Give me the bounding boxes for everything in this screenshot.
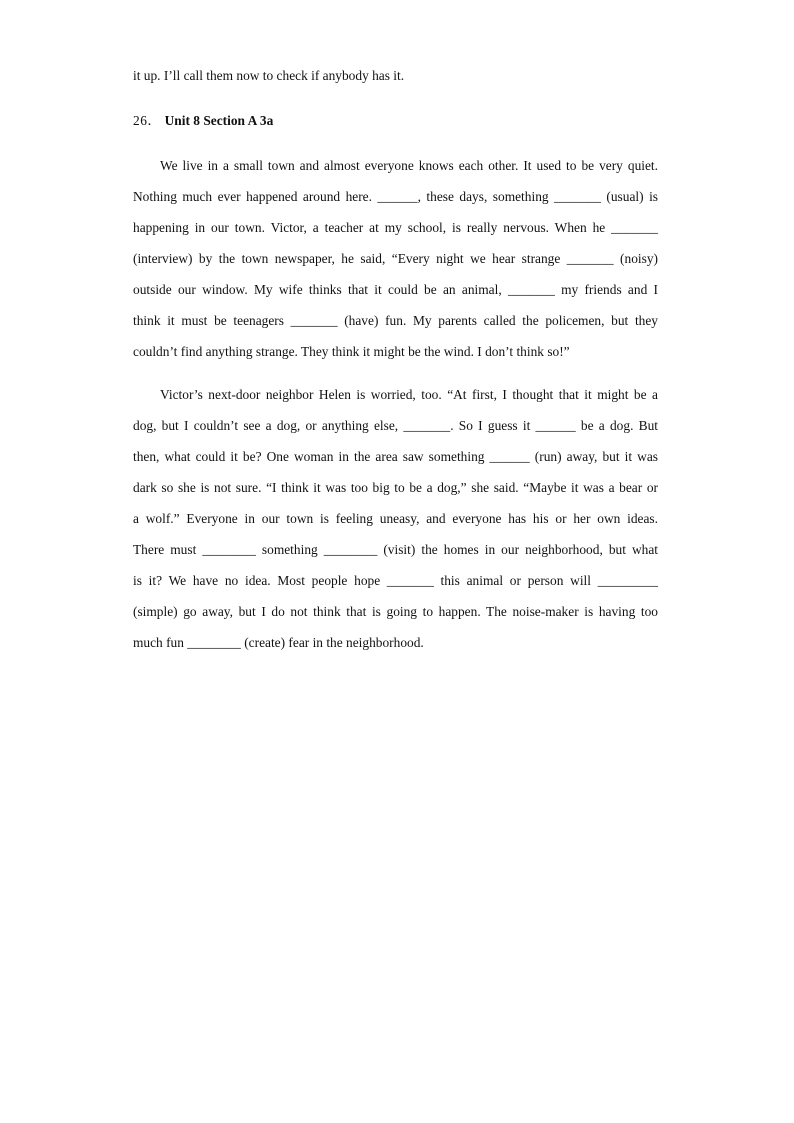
carryover-line: it up. I’ll call them now to check if anybody has it. <box>133 68 405 83</box>
question-heading <box>133 105 658 136</box>
paragraph-line: There must ________ something ________ (visit) the homes in our neighborhood, but what <box>133 542 658 557</box>
paragraph-line: think it must be teenagers _______ (have) fun. My parents called the policemen, but they <box>133 313 658 328</box>
paragraph-line: a wolf.” Everyone in our town is feeling uneasy, and everyone has his or her own ideas. <box>133 511 658 526</box>
paragraph-line: much fun ________ (create) fear in the neighborhood. <box>133 635 424 650</box>
paragraph-line: dog, but I couldn’t see a dog, or anything else, _______. So I guess it ______ be a dog. But <box>133 418 658 433</box>
paragraph-line: Nothing much ever happened around here. ______, these days, something _______ (usual) is <box>133 189 658 204</box>
paragraph-line: Victor’s next-door neighbor Helen is worried, too. “At first, I thought that it might be a <box>160 387 658 402</box>
paragraph-spacer <box>133 367 658 379</box>
paragraph-line: outside our window. My wife thinks that it could be an animal, _______ my friends and I <box>133 282 658 297</box>
paragraph-line: (simple) go away, but I do not think that is going to happen. The noise-maker is having too <box>133 604 658 619</box>
paragraph-line: happening in our town. Victor, a teacher at my school, is really nervous. When he _______ <box>133 220 658 235</box>
paragraph-line: couldn’t find anything strange. They think it might be the wind. I don’t think so!” <box>133 344 570 359</box>
question-number: 26． <box>133 113 162 128</box>
paragraph-line: (interview) by the town newspaper, he said, “Every night we hear strange _______ (noisy) <box>133 251 658 266</box>
passage-paragraph-2 <box>133 379 658 658</box>
paragraph-line: dark so she is not sure. “I think it was too big to be a dog,” she said. “Maybe it was a bear or <box>133 480 658 495</box>
question-title: Unit 8 Section A 3a <box>164 113 274 128</box>
paragraph-line: We live in a small town and almost everyone knows each other. It used to be very quiet. <box>160 158 658 173</box>
paragraph-line: then, what could it be? One woman in the area saw something ______ (run) away, but it was <box>133 449 658 464</box>
paragraph-line: is it? We have no idea. Most people hope _______ this animal or person will _________ <box>133 573 658 588</box>
document-page <box>133 60 658 658</box>
passage-paragraph-1 <box>133 150 658 367</box>
